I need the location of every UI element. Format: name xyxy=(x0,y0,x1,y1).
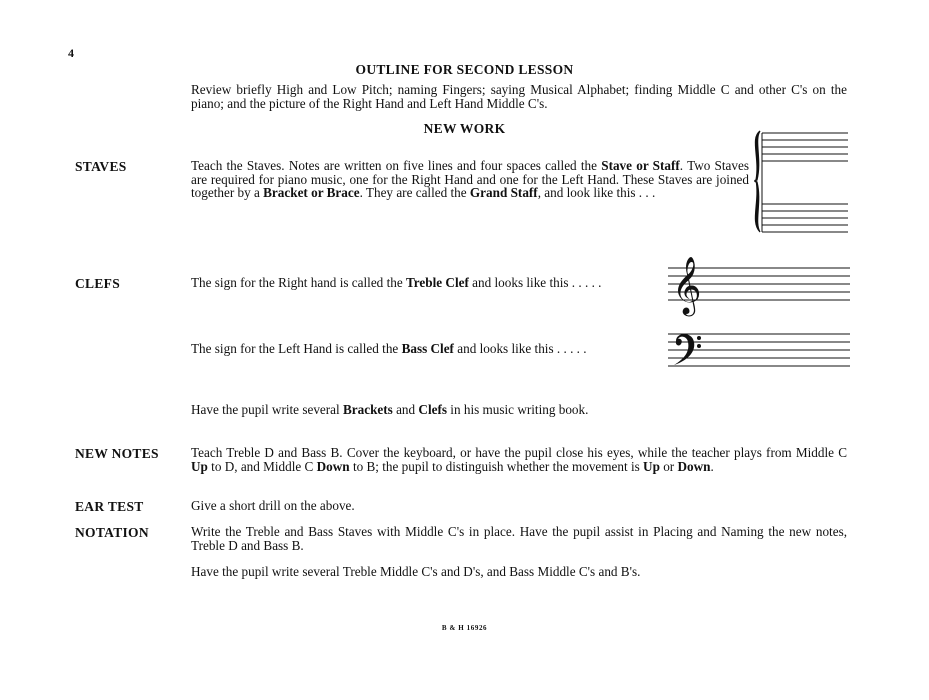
treble-clef-staff-illustration xyxy=(666,256,852,316)
heading-new-notes: NEW NOTES xyxy=(75,446,159,461)
staves-text-2: . Two Staves are required for piano music, one for the Right Hand and one for the Left Hand. These Staves are joined together by a xyxy=(191,158,749,200)
new-notes-text-2: to D, and Middle C xyxy=(207,458,317,474)
new-notes-paragraph xyxy=(191,446,847,473)
page-number: 4 xyxy=(68,46,74,60)
bass-text-2: and looks like this . . . . . xyxy=(453,341,587,356)
bass-clef-staff-illustration xyxy=(666,328,852,370)
treble-text-1: The sign for the Right hand is called the xyxy=(191,275,406,290)
staves-text-3: . They are called the xyxy=(359,185,470,200)
bass-text-1: The sign for the Left Hand is called the xyxy=(191,341,402,356)
staves-text-1: Teach the Staves. Notes are written on five lines and four spaces called the xyxy=(191,158,602,173)
treble-text-2: and looks like this . . . . . xyxy=(468,275,602,290)
brace-icon xyxy=(755,131,760,232)
practice-text-1: Have the pupil write several xyxy=(191,402,343,417)
new-notes-bold-2: Down xyxy=(316,458,350,474)
new-notes-bold-3: Up xyxy=(643,458,660,474)
bass-bold: Bass Clef xyxy=(401,341,454,356)
section-title-new-work: NEW WORK xyxy=(423,121,506,136)
ear-test-text: Give a short drill on the above. xyxy=(191,498,355,513)
staves-bold-3: Grand Staff xyxy=(469,185,538,200)
practice-bold-2: Clefs xyxy=(418,402,447,417)
heading-clefs: CLEFS xyxy=(75,276,121,291)
practice-bold-1: Brackets xyxy=(342,402,393,417)
practice-text-2: and xyxy=(392,402,419,417)
staves-paragraph xyxy=(191,159,749,200)
staves-bold-2: Bracket or Brace xyxy=(263,185,360,200)
new-notes-text-1: Teach Treble D and Bass B. Cover the keyboard, or have the pupil close his eyes, while the teacher plays from Middle C xyxy=(191,445,847,460)
practice-text-3: in his music writing book. xyxy=(447,402,589,417)
new-notes-bold-4: Down xyxy=(677,458,711,474)
heading-staves: STAVES xyxy=(75,159,127,174)
treble-bold: Treble Clef xyxy=(405,275,469,290)
notation-paragraph-2: Have the pupil write several Treble Middle C's and D's, and Bass Middle C's and B's. xyxy=(191,564,641,579)
staves-text-4: , and look like this . . . xyxy=(537,185,656,200)
treble-clef-icon: 𝄞 xyxy=(672,256,702,314)
new-notes-text-5: . xyxy=(710,458,714,474)
grand-staff-illustration xyxy=(752,128,852,236)
page-title: OUTLINE FOR SECOND LESSON xyxy=(355,62,574,77)
upper-staff-lines xyxy=(762,133,848,161)
treble-clef-sentence xyxy=(191,276,671,290)
heading-ear-test: EAR TEST xyxy=(75,499,144,514)
new-notes-bold-1: Up xyxy=(191,458,208,474)
lower-staff-lines xyxy=(762,204,848,232)
new-notes-text-4: or xyxy=(659,458,678,474)
footer-catalog-number: B & H 16926 xyxy=(441,624,488,632)
intro-paragraph: Review briefly High and Low Pitch; naming Fingers; saying Musical Alphabet; finding Middle C and other C's on the piano; and the picture of the Right Hand and Left Hand Middle C's. xyxy=(191,82,847,111)
bass-staff-lines xyxy=(668,334,850,366)
bass-clef-sentence xyxy=(191,342,671,356)
new-notes-text-3: to B; the pupil to distinguish whether the movement is xyxy=(349,458,644,474)
staves-bold-1: Stave or Staff xyxy=(601,158,680,173)
clefs-practice-sentence xyxy=(191,403,847,417)
heading-notation: NOTATION xyxy=(75,525,149,540)
notation-paragraph-1: Write the Treble and Bass Staves with Middle C's in place. Have the pupil assist in Placing and Naming the new notes, Treble D and Bass B. xyxy=(191,524,847,553)
